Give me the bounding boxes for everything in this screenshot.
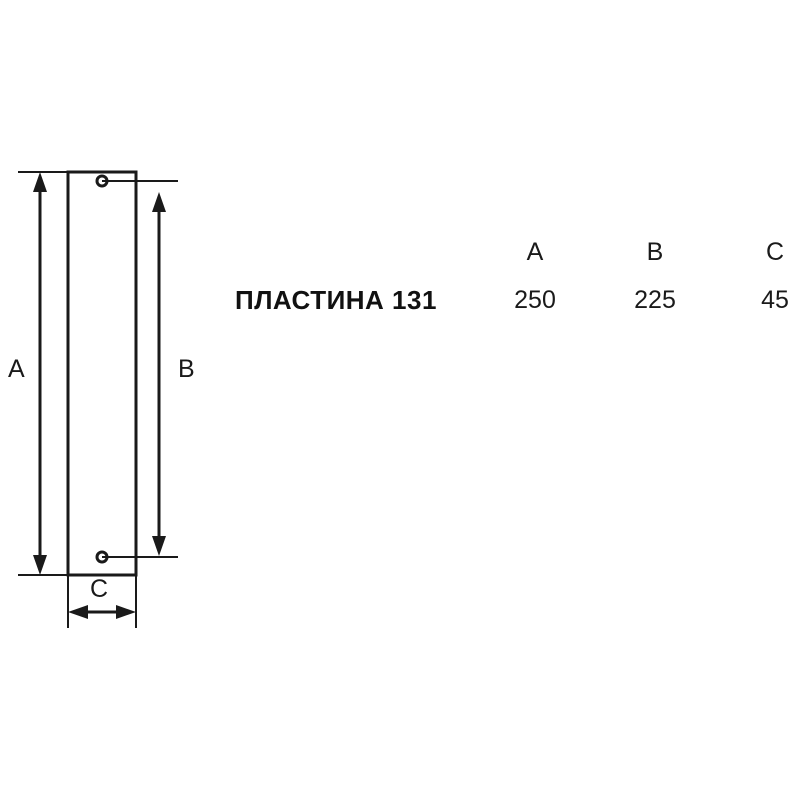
dimension-arrow-c-left-icon <box>68 605 88 619</box>
table-header-c: C <box>765 238 785 266</box>
table-header-a: A <box>526 238 544 266</box>
table-value-c: 45 <box>761 286 789 314</box>
dimension-label-b: B <box>178 355 195 383</box>
dimension-arrow-c-right-icon <box>116 605 136 619</box>
table-value-a: 250 <box>514 286 556 314</box>
plate-outline <box>68 172 136 575</box>
dimension-label-c: C <box>90 575 109 603</box>
table-value-b: 225 <box>634 286 676 314</box>
dimension-label-a: A <box>8 355 25 383</box>
dimension-arrow-a-up-icon <box>33 172 47 192</box>
dimension-arrow-b-up-icon <box>152 192 166 212</box>
dimension-arrow-b-down-icon <box>152 536 166 556</box>
table-header-b: B <box>646 238 664 266</box>
part-title: ПЛАСТИНА 131 <box>235 285 437 315</box>
dimension-arrow-a-down-icon <box>33 555 47 575</box>
